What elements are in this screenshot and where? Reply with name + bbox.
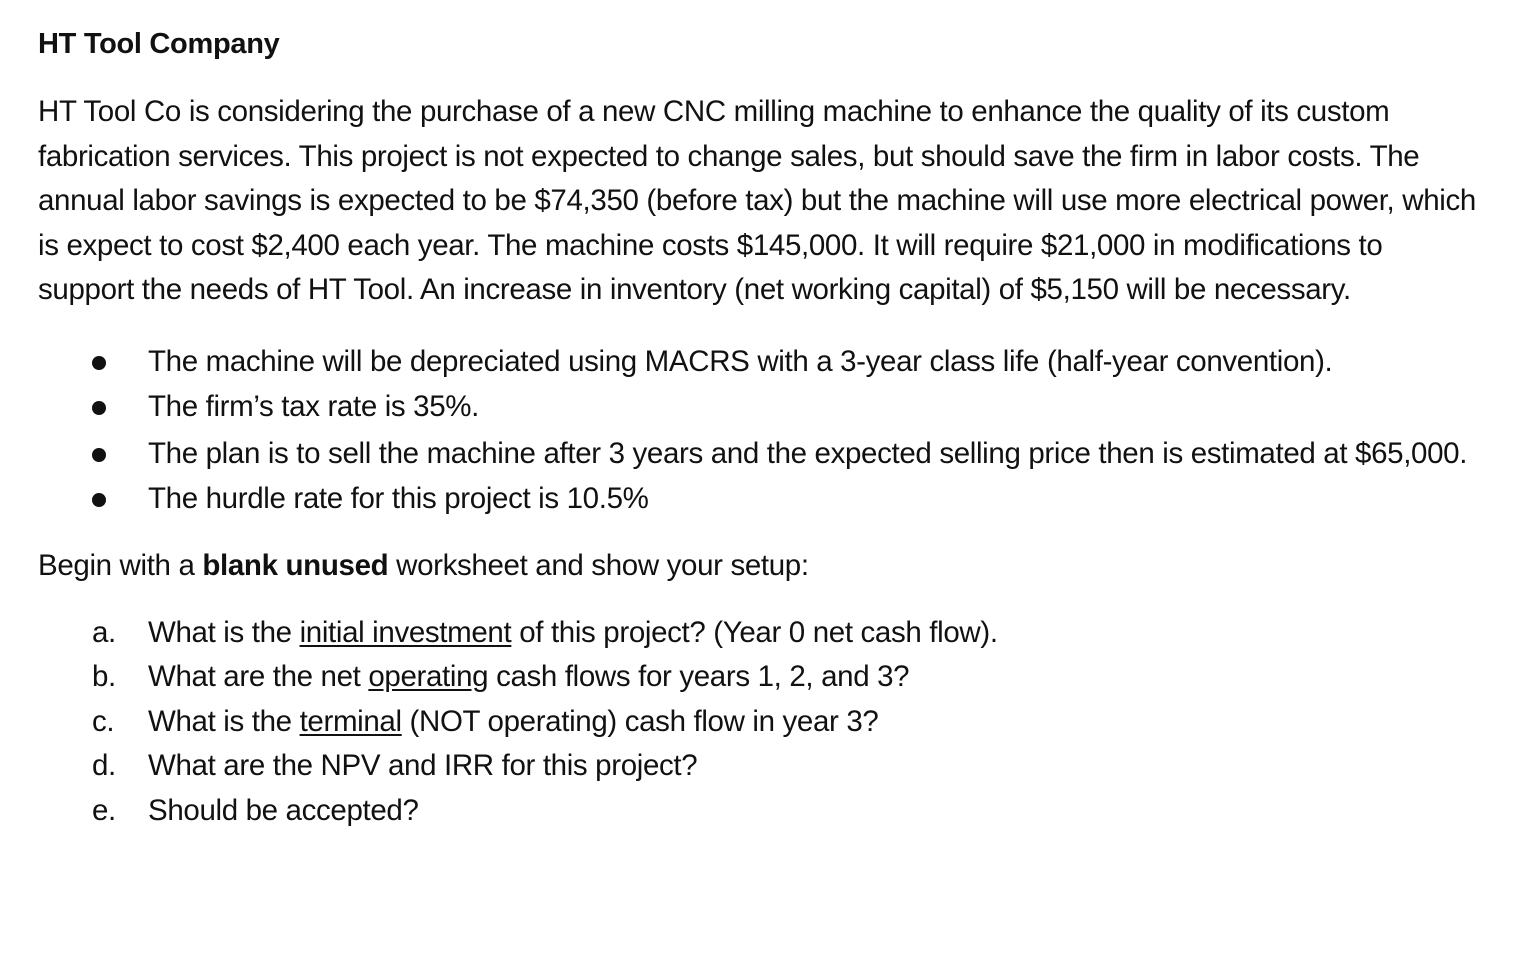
question-text-underlined: terminal (299, 704, 402, 738)
bullet-item (38, 339, 1498, 384)
intro-paragraph: HT Tool Co is considering the purchase of a new CNC milling machine to enhance the quality of its custom fabrication services. This project is not expected to change sales, but should save the firm in labor costs. The annual labor savings is expected to be $74,350 (before tax) but the machine will use more electrical power, which is expect to cost $2,400 each year. The machine costs $145,000. It will require $21,000 in modifications to support the needs of HT Tool. An increase in inventory (net working capital) of $5,150 will be necessary. (38, 95, 1476, 306)
bullet-text: The machine will be depreciated using MACRS with a 3-year class life (half-year convention). (148, 344, 1333, 378)
bullet-dot (92, 401, 106, 415)
question-item (38, 611, 1498, 656)
question-text-post: cash flows for years 1, 2, and 3? (488, 660, 910, 694)
question-text (148, 616, 998, 649)
question-item (38, 700, 1498, 745)
instructions-line (38, 543, 1498, 588)
assumption-list (38, 339, 1498, 521)
bullet-text: The firm’s tax rate is 35%. (148, 389, 480, 423)
question-text-post: of this project? (Year 0 net cash flow). (511, 615, 998, 649)
instructions-bold: blank unused (202, 548, 389, 582)
question-list (38, 611, 1498, 834)
bullet-item (38, 476, 1498, 521)
question-item (38, 655, 1498, 700)
bullet-dot (92, 356, 106, 370)
question-text-underlined: initial investment (299, 615, 512, 649)
question-text-pre: What is the (148, 704, 300, 738)
question-item (38, 789, 1498, 834)
question-text-pre: What are the net (148, 660, 369, 694)
bullet-text: The hurdle rate for this project is 10.5% (148, 481, 649, 515)
question-letter: a. (92, 615, 116, 649)
bullet-item (38, 384, 1498, 429)
question-text-pre: What is the (148, 615, 300, 649)
question-text (148, 660, 909, 693)
question-letter: d. (92, 749, 116, 783)
bullet-item (38, 431, 1498, 476)
bullet-text: The plan is to sell the machine after 3 years and the expected selling price then is estimated at $65,000. (148, 436, 1468, 470)
instructions-prefix: Begin with a (38, 548, 203, 582)
question-letter: e. (92, 793, 116, 827)
instructions-suffix: worksheet and show your setup: (388, 548, 809, 582)
question-item (38, 744, 1498, 789)
question-text-post: (NOT operating) cash flow in year 3? (401, 704, 879, 738)
bullet-dot (92, 448, 106, 462)
document-page (38, 22, 1498, 833)
question-text: What are the NPV and IRR for this project? (148, 749, 698, 783)
question-letter: c. (92, 704, 115, 738)
bullet-dot (92, 493, 106, 507)
question-text: Should be accepted? (148, 793, 419, 827)
question-letter: b. (92, 660, 116, 694)
question-text (148, 705, 878, 738)
question-text-underlined: operating (368, 660, 489, 694)
document-title: HT Tool Company (38, 28, 280, 60)
